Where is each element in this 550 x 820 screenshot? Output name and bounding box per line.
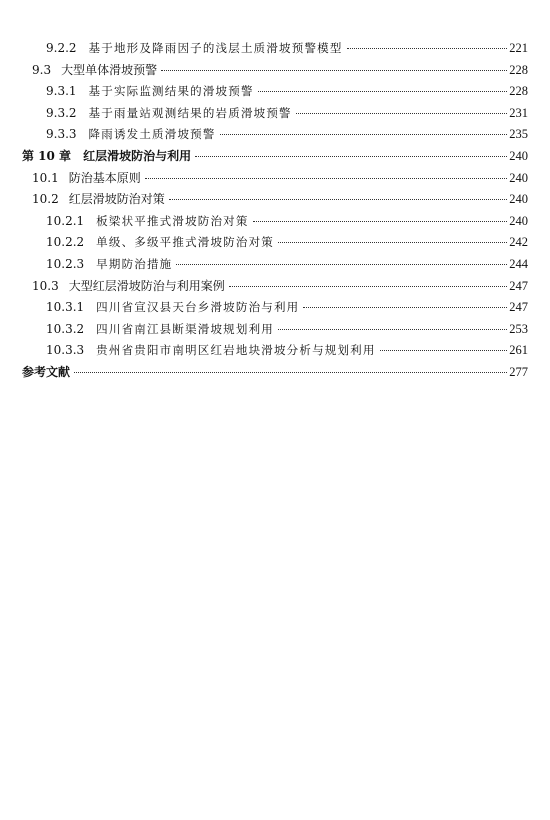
toc-entry[interactable] <box>22 340 528 362</box>
toc-entry-title: 单级、多级平推式滑坡防治对策 <box>96 235 274 250</box>
dot-leader <box>253 221 508 222</box>
toc-entry[interactable] <box>22 254 528 276</box>
toc-entry-number: 9.3.1 <box>46 84 77 99</box>
toc-entry-number: 10.2.1 <box>46 213 85 228</box>
toc-entry-number: 9.3.2 <box>46 105 77 120</box>
toc-entry-title: 板梁状平推式滑坡防治对策 <box>96 213 249 228</box>
dot-leader <box>380 350 508 351</box>
toc-entry[interactable] <box>22 60 528 82</box>
toc-entry-number: 10.2.3 <box>46 256 85 271</box>
dot-leader <box>278 242 507 243</box>
toc-entry-page: 235 <box>509 127 528 142</box>
dot-leader <box>74 372 507 373</box>
toc-entry-page: 231 <box>509 105 528 120</box>
toc-entry-number: 10.3.1 <box>46 300 85 315</box>
dot-leader <box>278 329 507 330</box>
toc-entry-page: 240 <box>509 148 528 163</box>
toc-entry-title: 基于地形及降雨因子的浅层土质滑坡预警模型 <box>88 41 343 55</box>
toc-entry[interactable] <box>22 124 528 146</box>
toc-entry[interactable] <box>22 276 528 298</box>
toc-entry-page: 247 <box>509 300 528 315</box>
toc-entry-title: 基于实际监测结果的滑坡预警 <box>88 84 254 99</box>
dot-leader <box>303 307 507 308</box>
dot-leader <box>229 286 508 287</box>
toc-entry-number: 10.2 <box>32 192 59 207</box>
toc-entry-title: 红层滑坡防治与利用 <box>83 148 192 163</box>
toc-entry-number: 9.2.2 <box>46 41 77 55</box>
toc-entry-title: 贵州省贵阳市南明区红岩地块滑坡分析与规划利用 <box>96 343 376 358</box>
toc-entry-number: 10.2.2 <box>46 235 85 250</box>
toc-entry-number: 9.3 <box>32 62 52 77</box>
toc-entry-number: 10.3.3 <box>46 343 85 358</box>
toc-entry-title: 降雨诱发土质滑坡预警 <box>88 127 216 142</box>
toc-entry-page: 244 <box>509 256 528 271</box>
toc-entry-number: 10.1 <box>32 170 59 185</box>
toc-entry-page: 240 <box>509 192 528 207</box>
dot-leader <box>220 134 508 135</box>
toc-entry-title: 早期防治措施 <box>96 256 173 271</box>
toc-entry[interactable] <box>22 38 528 60</box>
toc-entry[interactable] <box>22 211 528 233</box>
toc-entry-page: 261 <box>509 343 528 358</box>
dot-leader <box>258 91 508 92</box>
toc-entry-title: 大型单体滑坡预警 <box>61 62 158 77</box>
toc-references-entry[interactable] <box>22 362 528 384</box>
toc-entry-page: 277 <box>509 364 528 379</box>
toc-entry-page: 221 <box>509 41 528 55</box>
dot-leader <box>195 156 507 157</box>
toc-entry[interactable] <box>22 319 528 341</box>
toc-entry-page: 247 <box>509 278 528 293</box>
toc-entry-title: 基于雨量站观测结果的岩质滑坡预警 <box>88 105 292 120</box>
table-of-contents <box>22 38 528 384</box>
toc-entry-page: 240 <box>509 213 528 228</box>
dot-leader <box>347 48 508 49</box>
toc-entry-number: 9.3.3 <box>46 127 77 142</box>
toc-entry[interactable] <box>22 81 528 103</box>
dot-leader <box>145 178 508 179</box>
dot-leader <box>296 113 508 114</box>
toc-entry[interactable] <box>22 297 528 319</box>
toc-entry-page: 228 <box>509 62 528 77</box>
dot-leader <box>176 264 507 265</box>
toc-entry-title: 四川省宣汉县天台乡滑坡防治与利用 <box>96 300 300 315</box>
toc-entry-page: 228 <box>509 84 528 99</box>
toc-chapter-entry[interactable] <box>22 146 528 168</box>
toc-entry[interactable] <box>22 232 528 254</box>
toc-entry-number: 第 10 章 <box>22 148 72 163</box>
toc-entry-page: 240 <box>509 170 528 185</box>
toc-entry-title: 参考文献 <box>22 364 71 379</box>
dot-leader <box>161 70 507 71</box>
dot-leader <box>169 199 508 200</box>
toc-entry[interactable] <box>22 168 528 190</box>
toc-entry-title: 四川省南江县断渠滑坡规划利用 <box>96 321 274 336</box>
toc-entry-page: 242 <box>509 235 528 250</box>
toc-entry[interactable] <box>22 189 528 211</box>
toc-entry[interactable] <box>22 103 528 125</box>
toc-entry-title: 红层滑坡防治对策 <box>68 192 165 207</box>
toc-entry-page: 253 <box>509 321 528 336</box>
toc-entry-number: 10.3 <box>32 278 59 293</box>
toc-entry-title: 大型红层滑坡防治与利用案例 <box>68 278 225 293</box>
toc-entry-title: 防治基本原则 <box>68 170 141 185</box>
toc-entry-number: 10.3.2 <box>46 321 85 336</box>
